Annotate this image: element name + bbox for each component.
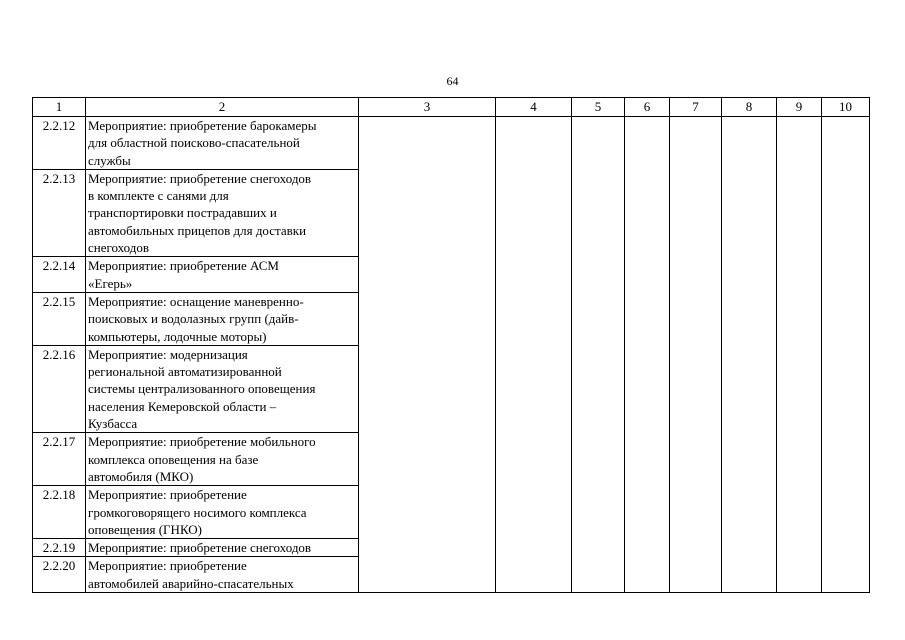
table-row [33,486,870,539]
description-line: Мероприятие: приобретение [88,558,247,574]
empty-cell [822,539,870,557]
empty-cell [722,117,777,170]
empty-cell [822,433,870,486]
empty-cell [496,486,572,539]
column-header-6: 6 [625,98,670,117]
description-line: автомобилей аварийно-спасательных [88,575,294,591]
empty-cell [572,433,625,486]
row-description [86,557,359,593]
empty-cell [625,292,670,345]
empty-cell [572,539,625,557]
empty-cell [625,169,670,256]
row-description [86,433,359,486]
empty-cell [625,557,670,593]
empty-cell [822,169,870,256]
column-header-7: 7 [670,98,722,117]
empty-cell [359,257,496,293]
empty-cell [722,345,777,432]
empty-cell [670,433,722,486]
empty-cell [670,345,722,432]
empty-cell [359,539,496,557]
description-line: Мероприятие: приобретение снегоходов [88,170,312,186]
empty-cell [496,292,572,345]
empty-cell [777,433,822,486]
empty-cell [572,486,625,539]
empty-cell [625,257,670,293]
empty-cell [822,292,870,345]
empty-cell [572,169,625,256]
row-description [86,292,359,345]
empty-cell [359,117,496,170]
empty-cell [496,257,572,293]
empty-cell [822,257,870,293]
empty-cell [359,169,496,256]
empty-cell [822,486,870,539]
empty-cell [777,117,822,170]
empty-cell [777,486,822,539]
row-description [86,257,359,293]
description-line: Мероприятие: модернизация [88,346,248,362]
description-line: системы централизованного оповещения [88,381,316,397]
empty-cell [777,345,822,432]
empty-cell [625,345,670,432]
description-line: комплекса оповещения на базе [88,451,259,467]
row-number: 2.2.19 [33,539,86,557]
empty-cell [496,539,572,557]
empty-cell [777,169,822,256]
description-line: Кузбасса [88,416,138,432]
column-header-5: 5 [572,98,625,117]
empty-cell [722,292,777,345]
description-line: Мероприятие: оснащение маневренно- [88,293,304,309]
empty-cell [496,433,572,486]
column-header-9: 9 [777,98,822,117]
table-row [33,433,870,486]
empty-cell [670,557,722,593]
table-header-row [33,98,870,117]
table-row [33,117,870,170]
empty-cell [670,169,722,256]
description-line: Мероприятие: приобретение АСМ [88,258,279,274]
empty-cell [359,433,496,486]
empty-cell [722,557,777,593]
row-number: 2.2.13 [33,169,86,256]
table-row [33,557,870,593]
row-description [86,345,359,432]
document-table [32,97,870,593]
row-number: 2.2.12 [33,117,86,170]
row-description [86,169,359,256]
table-row [33,292,870,345]
description-line: компьютеры, лодочные моторы) [88,328,267,344]
description-line: Мероприятие: приобретение снегоходов [88,540,312,556]
empty-cell [822,117,870,170]
description-line: в комплекте с санями для [88,188,229,204]
empty-cell [496,345,572,432]
description-line: поисковых и водолазных групп (дайв- [88,311,299,327]
empty-cell [670,117,722,170]
empty-cell [572,345,625,432]
description-line: населения Кемеровской области – [88,398,277,414]
empty-cell [359,345,496,432]
description-line: громкоговорящего носимого комплекса [88,504,307,520]
empty-cell [670,292,722,345]
empty-cell [722,169,777,256]
empty-cell [722,433,777,486]
empty-cell [359,486,496,539]
description-line: автомобильных прицепов для доставки [88,222,307,238]
empty-cell [625,539,670,557]
column-header-4: 4 [496,98,572,117]
column-header-2: 2 [86,98,359,117]
empty-cell [822,345,870,432]
table-row [33,539,870,557]
row-number: 2.2.15 [33,292,86,345]
column-header-3: 3 [359,98,496,117]
empty-cell [777,557,822,593]
column-header-1: 1 [33,98,86,117]
table-row [33,169,870,256]
description-line: транспортировки пострадавших и [88,205,277,221]
description-line: снегоходов [88,240,150,256]
table-row [33,345,870,432]
empty-cell [359,557,496,593]
row-number: 2.2.14 [33,257,86,293]
row-number: 2.2.17 [33,433,86,486]
empty-cell [572,292,625,345]
table-row [33,257,870,293]
row-description [86,539,359,557]
description-line: Мероприятие: приобретение барокамеры [88,118,317,133]
empty-cell [625,117,670,170]
row-number: 2.2.20 [33,557,86,593]
empty-cell [670,257,722,293]
description-line: Мероприятие: приобретение [88,487,247,503]
page-number: 64 [446,74,459,88]
description-line: Мероприятие: приобретение мобильного [88,434,316,450]
column-header-8: 8 [722,98,777,117]
description-line: региональной автоматизированной [88,364,282,380]
empty-cell [496,169,572,256]
row-description [86,486,359,539]
empty-cell [670,486,722,539]
empty-cell [572,257,625,293]
row-number: 2.2.16 [33,345,86,432]
row-description [86,117,359,170]
empty-cell [822,557,870,593]
description-line: автомобиля (МКО) [88,468,194,484]
empty-cell [496,117,572,170]
empty-cell [572,117,625,170]
empty-cell [496,557,572,593]
empty-cell [722,539,777,557]
empty-cell [625,433,670,486]
description-line: оповещения (ГНКО) [88,521,203,537]
row-number: 2.2.18 [33,486,86,539]
description-line: для областной поисково-спасательной [88,135,300,151]
empty-cell [359,292,496,345]
description-line: службы [88,152,131,168]
description-line: «Егерь» [88,275,133,291]
empty-cell [777,539,822,557]
empty-cell [777,257,822,293]
empty-cell [572,557,625,593]
empty-cell [670,539,722,557]
empty-cell [722,257,777,293]
empty-cell [625,486,670,539]
empty-cell [722,486,777,539]
column-header-10: 10 [822,98,870,117]
empty-cell [777,292,822,345]
